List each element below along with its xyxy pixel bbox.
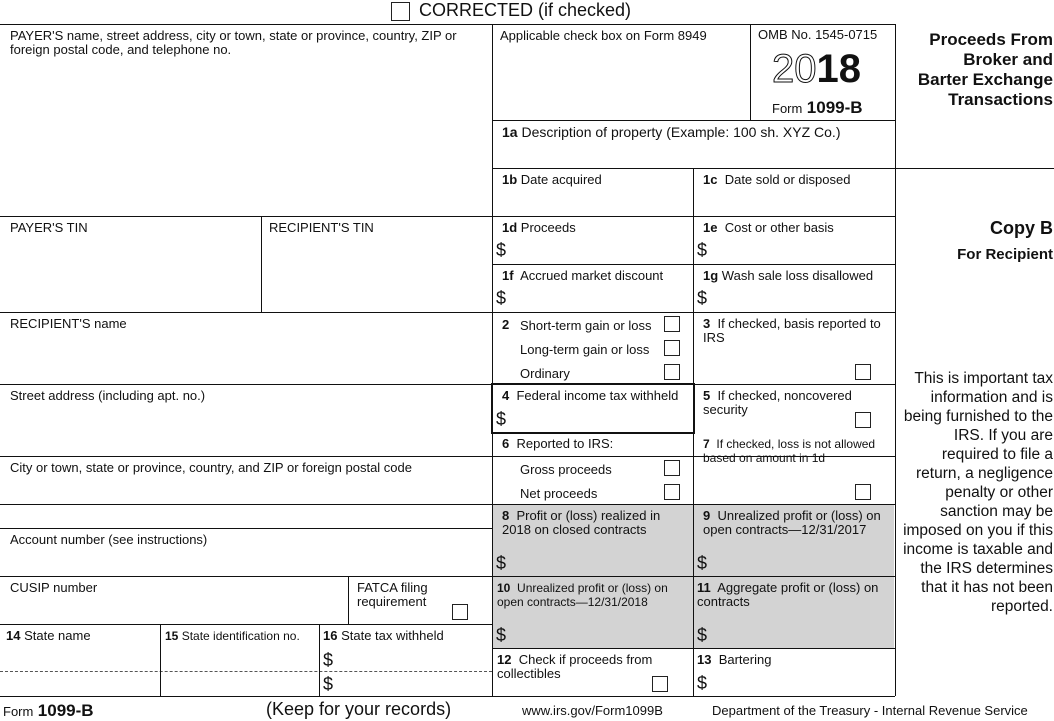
box13-number: 13: [697, 652, 712, 667]
box11-dollar: $: [697, 625, 708, 645]
box6-gross-label: Gross proceeds: [520, 462, 612, 477]
box2-ordinary-label: Ordinary: [520, 366, 570, 381]
box9-number: 9: [703, 508, 711, 523]
box13-label: Bartering: [718, 652, 772, 667]
box10-dollar: $: [496, 625, 507, 645]
box12-label: Check if proceeds from collectibles: [497, 652, 653, 681]
for-recipient-label: For Recipient: [957, 246, 1053, 263]
box1d-number: 1d: [502, 220, 518, 235]
box1a-label: Description of property (Example: 100 sh. XYZ Co.): [521, 124, 841, 140]
box3-number: 3: [703, 316, 711, 331]
state-id-label: State identification no.: [181, 629, 300, 643]
box8-number: 8: [502, 508, 510, 523]
box15-number: 15: [165, 629, 179, 643]
box3-checkbox[interactable]: [855, 364, 871, 380]
footer-form-id: Form 1099-B: [3, 701, 94, 720]
box5-label: If checked, noncovered security: [703, 388, 852, 417]
box11-number: 11: [697, 580, 711, 595]
recipient-name-label: RECIPIENT'S name: [10, 316, 127, 331]
box1e-dollar: $: [697, 240, 708, 260]
gross-proceeds-checkbox[interactable]: [664, 460, 680, 476]
box1f-dollar: $: [496, 288, 507, 308]
recipient-tin-label: RECIPIENT'S TIN: [269, 220, 374, 235]
box1g-number: 1g: [703, 268, 719, 283]
box2-short-label: Short-term gain or loss: [520, 318, 652, 333]
box9-label: Unrealized profit or (loss) on open contracts—12/31/2017: [703, 508, 881, 537]
box1f-number: 1f: [502, 268, 514, 283]
form8949-label: Applicable check box on Form 8949: [500, 28, 707, 43]
box10-number: 10: [497, 581, 511, 595]
payer-tin-label: PAYER'S TIN: [10, 220, 88, 235]
box7-label: If checked, loss is not allowed based on amount in 1d: [703, 437, 876, 465]
street-label: Street address (including apt. no.): [10, 388, 206, 403]
important-notice: This is important tax information and is being furnished to the IRS. If you are required to file a return, a negligence penalty or other sanction may be imposed on you if this income is taxable and the IRS determines that it has not been reported.: [903, 370, 1053, 615]
fatca-label: FATCA filing requirement: [357, 580, 428, 609]
box1c-label: Date sold or disposed: [724, 172, 851, 187]
box5-number: 5: [703, 388, 711, 403]
box11-label: Aggregate profit or (loss) on contracts: [697, 580, 879, 609]
keep-records: (Keep for your records): [266, 699, 452, 719]
omb-number: OMB No. 1545-0715: [758, 27, 878, 42]
box1d-label: Proceeds: [520, 220, 576, 235]
state-name-label: State name: [24, 628, 91, 643]
box7-number: 7: [703, 437, 710, 451]
box3-label: If checked, basis reported to IRS: [703, 316, 881, 345]
fatca-checkbox[interactable]: [452, 604, 468, 620]
box6-label: Reported to IRS:: [516, 436, 614, 451]
box2-long-label: Long-term gain or loss: [520, 342, 650, 357]
corrected-checkbox[interactable]: [391, 2, 410, 21]
form-id: Form 1099-B: [772, 98, 863, 117]
corrected-label: CORRECTED (if checked): [419, 0, 632, 20]
box1b-number: 1b: [502, 172, 518, 187]
box14-number: 14: [6, 628, 21, 643]
box1a-number: 1a: [502, 124, 518, 140]
box1g-label: Wash sale loss disallowed: [721, 268, 874, 283]
box16-dollar-2: $: [323, 674, 334, 694]
account-label: Account number (see instructions): [10, 532, 208, 547]
tax-year: 2018: [772, 47, 861, 91]
box8-label: Profit or (loss) realized in 2018 on closed contracts: [502, 508, 661, 537]
form-title: Proceeds From Broker and Barter Exchange Transactions: [917, 30, 1053, 109]
box1e-label: Cost or other basis: [724, 220, 834, 235]
ordinary-checkbox[interactable]: [664, 364, 680, 380]
long-term-checkbox[interactable]: [664, 340, 680, 356]
box6-number: 6: [502, 436, 510, 451]
state-tax-label: State tax withheld: [341, 628, 444, 643]
box2-number: 2: [502, 317, 510, 332]
box1g-dollar: $: [697, 288, 708, 308]
box16-dollar-1: $: [323, 650, 334, 670]
box1f-label: Accrued market discount: [520, 268, 664, 283]
box12-number: 12: [497, 652, 512, 667]
box16-number: 16: [323, 628, 338, 643]
net-proceeds-checkbox[interactable]: [664, 484, 680, 500]
box1e-number: 1e: [703, 220, 718, 235]
collectibles-checkbox[interactable]: [652, 676, 668, 692]
box9-dollar: $: [697, 553, 708, 573]
box4-dollar: $: [496, 409, 507, 429]
short-term-checkbox[interactable]: [664, 316, 680, 332]
box10-label: Unrealized profit or (loss) on open contracts—12/31/2018: [497, 581, 668, 609]
payer-info-label: PAYER'S name, street address, city or town, state or province, country, ZIP or foreign postal code, and telephone no.: [10, 28, 457, 57]
box7-checkbox[interactable]: [855, 484, 871, 500]
box13-dollar: $: [697, 673, 708, 693]
box5-checkbox[interactable]: [855, 412, 871, 428]
department-label: Department of the Treasury - Internal Revenue Service: [712, 703, 1028, 718]
irs-url[interactable]: www.irs.gov/Form1099B: [522, 703, 663, 718]
city-label: City or town, state or province, country, and ZIP or foreign postal code: [10, 460, 412, 475]
box1b-label: Date acquired: [520, 172, 602, 187]
box4-label: Federal income tax withheld: [516, 388, 679, 403]
box1c-number: 1c: [703, 172, 718, 187]
copy-b-label: Copy B: [990, 218, 1053, 238]
cusip-label: CUSIP number: [10, 580, 98, 595]
box4-number: 4: [502, 388, 510, 403]
box1d-dollar: $: [496, 240, 507, 260]
box8-dollar: $: [496, 553, 507, 573]
box6-net-label: Net proceeds: [520, 486, 598, 501]
